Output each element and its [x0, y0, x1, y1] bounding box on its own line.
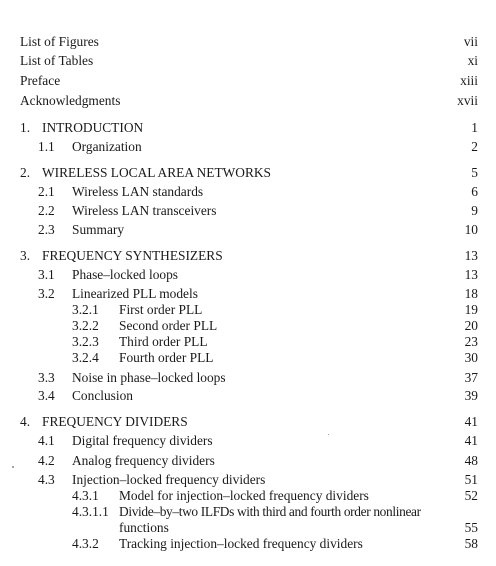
- subsection-number: 4.3.1: [72, 488, 99, 503]
- toc-chapter-2: [20, 164, 496, 182]
- subsection-title: Model for injection–locked frequency dividers: [119, 488, 369, 503]
- chapter-title: FREQUENCY SYNTHESIZERS: [42, 248, 223, 263]
- toc-entry-label: Preface: [20, 73, 61, 88]
- chapter-page: 1: [471, 120, 478, 135]
- subsection-page: 58: [464, 536, 478, 551]
- section-title: Injection–locked frequency dividers: [72, 472, 266, 487]
- section-number: 3.1: [38, 267, 55, 282]
- section-title: Analog frequency dividers: [72, 453, 215, 468]
- scan-speck: [12, 466, 14, 468]
- toc-entry-list-of-figures: [20, 33, 496, 51]
- section-page: 10: [464, 222, 478, 237]
- section-number: 2.1: [38, 184, 55, 199]
- section-number: 2.2: [38, 203, 55, 218]
- section-page: 37: [464, 370, 478, 385]
- scan-speck: [328, 434, 329, 435]
- section-number: 3.3: [38, 370, 55, 385]
- section-number: 4.1: [38, 433, 55, 448]
- subsection-number: 3.2.2: [72, 318, 99, 333]
- toc-entry-acknowledgments: [20, 92, 496, 110]
- toc-section-2-3: [38, 221, 496, 239]
- chapter-number: 2.: [20, 165, 31, 180]
- chapter-page: 5: [471, 165, 478, 180]
- subsection-page: 52: [464, 488, 478, 503]
- subsection-number: 3.2.4: [72, 350, 99, 365]
- section-number: 3.4: [38, 388, 55, 403]
- section-page: 39: [464, 388, 478, 403]
- toc-section-4-2: [38, 452, 496, 470]
- section-title: Conclusion: [72, 388, 134, 403]
- toc-section-3-3: [38, 369, 496, 387]
- toc-entry-label: Acknowledgments: [20, 93, 121, 108]
- chapter-number: 1.: [20, 120, 31, 135]
- chapter-title: FREQUENCY DIVIDERS: [42, 414, 188, 429]
- subsection-page: 19: [464, 302, 478, 317]
- toc-subsection-4-3-2: [72, 535, 496, 553]
- section-page: 2: [471, 139, 478, 154]
- chapter-title: INTRODUCTION: [42, 120, 144, 135]
- toc-entry-label: List of Figures: [20, 34, 99, 49]
- section-page: 13: [464, 267, 478, 282]
- section-page: 48: [464, 453, 478, 468]
- toc-chapter-1: [20, 119, 496, 137]
- section-number: 2.3: [38, 222, 55, 237]
- chapter-title: WIRELESS LOCAL AREA NETWORKS: [42, 165, 271, 180]
- chapter-page: 41: [464, 414, 478, 429]
- section-title: Summary: [72, 222, 125, 237]
- section-page: 9: [471, 203, 478, 218]
- subsection-title: Tracking injection–locked frequency dividers: [119, 536, 363, 551]
- subsubsection-page: 55: [464, 520, 478, 535]
- section-title: Wireless LAN transceivers: [72, 203, 217, 218]
- section-number: 1.1: [38, 139, 55, 154]
- chapter-number: 4.: [20, 414, 31, 429]
- section-page: 41: [464, 433, 478, 448]
- subsection-title: Second order PLL: [119, 318, 218, 333]
- toc-entry-page: xvii: [457, 93, 478, 108]
- subsection-page: 20: [464, 318, 478, 333]
- toc-section-3-1: [38, 266, 496, 284]
- subsection-number: 4.3.2: [72, 536, 99, 551]
- toc-entry-label: List of Tables: [20, 53, 94, 68]
- section-page: 51: [464, 472, 478, 487]
- toc-entry-page: vii: [463, 34, 478, 49]
- toc-entry-list-of-tables: [20, 52, 496, 70]
- section-title: Noise in phase–locked loops: [72, 370, 226, 385]
- toc-section-3-4: [38, 387, 496, 405]
- toc-entry-preface: [20, 72, 496, 90]
- section-title: Organization: [72, 139, 142, 154]
- toc-subsection-3-2-4: [72, 349, 496, 367]
- section-title: Linearized PLL models: [72, 286, 198, 301]
- section-title: Digital frequency dividers: [72, 433, 213, 448]
- section-number: 4.2: [38, 453, 55, 468]
- chapter-page: 13: [464, 248, 478, 263]
- toc-section-2-2: [38, 202, 496, 220]
- subsection-number: 3.2.1: [72, 302, 99, 317]
- subsection-number: 3.2.3: [72, 334, 99, 349]
- subsection-title: First order PLL: [119, 302, 203, 317]
- subsection-page: 23: [464, 334, 478, 349]
- toc-chapter-3: [20, 247, 496, 265]
- toc-entry-page: xiii: [460, 73, 478, 88]
- toc-section-1-1: [38, 138, 496, 156]
- chapter-number: 3.: [20, 248, 31, 263]
- subsection-title: Third order PLL: [119, 334, 208, 349]
- toc-section-2-1: [38, 183, 496, 201]
- section-page: 18: [464, 286, 478, 301]
- subsubsection-title-line2: functions: [119, 520, 169, 535]
- toc-chapter-4: [20, 413, 496, 431]
- section-title: Phase–locked loops: [72, 267, 178, 282]
- subsection-page: 30: [464, 350, 478, 365]
- section-title: Wireless LAN standards: [72, 184, 204, 199]
- section-number: 3.2: [38, 286, 55, 301]
- subsection-title: Fourth order PLL: [119, 350, 214, 365]
- subsubsection-number: 4.3.1.1: [72, 504, 109, 519]
- subsubsection-title-line1: Divide–by–two ILFDs with third and fourth order nonlinear: [119, 504, 421, 519]
- toc-entry-page: xi: [467, 53, 478, 68]
- section-page: 6: [471, 184, 478, 199]
- section-number: 4.3: [38, 472, 55, 487]
- toc-section-4-1: [38, 432, 496, 450]
